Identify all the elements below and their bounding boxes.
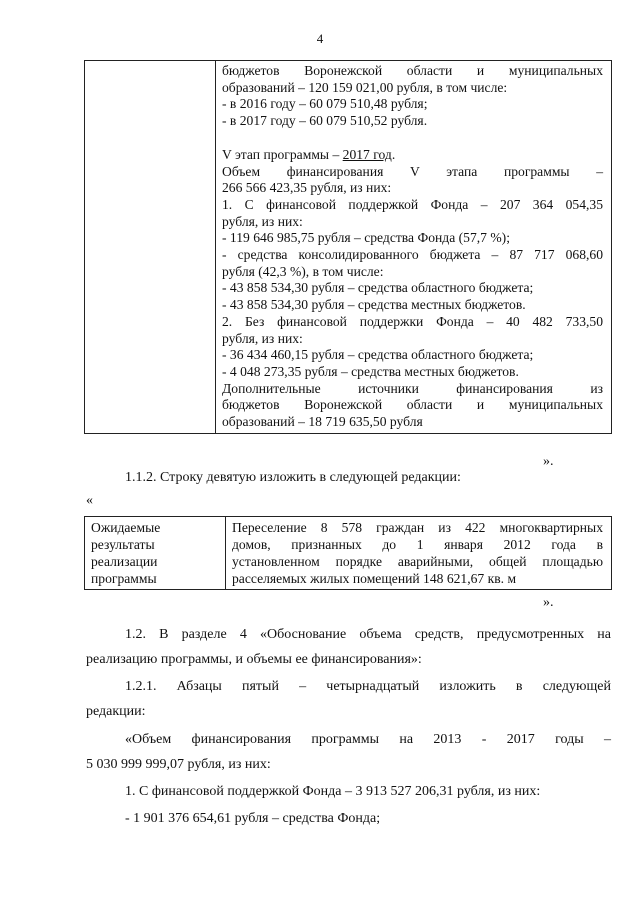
page-number: 4 (316, 31, 324, 46)
closing-quote: ». (543, 595, 554, 610)
continuation-table-left-cell (85, 61, 216, 434)
result-label-line: Ожидаемые (91, 520, 161, 535)
stage-line: - 43 858 534,30 рубля – средства местных бюджетов. (222, 297, 526, 313)
stage-heading (222, 147, 603, 164)
result-value-line: Переселение 8 578 граждан из 422 многоквартирных (232, 520, 603, 535)
stage-line: - 36 434 460,15 рубля – средства областного бюджета; (222, 347, 534, 363)
stage-line: бюджетов Воронежской области и муниципальных (222, 397, 603, 413)
paragraph-1-2-1-line-1: 1.2.1. Абзацы пятый – четырнадцатый изложить в следующей (125, 679, 611, 694)
blank-line (222, 130, 603, 147)
table-line: - в 2016 году – 60 079 510,48 рубля; (222, 96, 428, 112)
stage-line: - 43 858 534,30 рубля – средства областного бюджета; (222, 280, 534, 296)
result-value-line: установленном порядке аварийными, общей площадью (232, 554, 603, 569)
paragraph-1-2-line-1: 1.2. В разделе 4 «Обоснование объема средств, предусмотренных на (125, 627, 611, 642)
result-value-line: домов, признанных до 1 января 2012 года в (232, 537, 603, 552)
result-table-label-cell (85, 517, 226, 590)
stage-heading-year: 2017 год (342, 146, 392, 162)
stage-line: 1. С финансовой поддержкой Фонда – 207 364 054,35 (222, 196, 603, 212)
opening-quote: « (86, 493, 93, 508)
result-label-line: программы (91, 571, 157, 586)
stage-line: - 4 048 273,35 рубля – средства местных бюджетов. (222, 363, 519, 379)
result-label-line: реализации (91, 554, 158, 569)
stage-lines (222, 164, 603, 431)
stage-heading-prefix: V этап программы – (222, 146, 343, 162)
result-label-line: результаты (91, 537, 155, 552)
result-table (84, 516, 612, 590)
stage-line: образований – 18 719 635,50 рубля (222, 414, 423, 430)
result-value-line: расселяемых жилых помещений 148 621,67 кв. м (232, 571, 517, 586)
stage-line: Дополнительные источники финансирования из (222, 380, 603, 396)
stage-line: рубля, из них: (222, 330, 303, 346)
stage-line: - 119 646 985,75 рубля – средства Фонда (57,7 %); (222, 230, 510, 246)
continuation-table (84, 60, 612, 434)
paragraph-fund-means: - 1 901 376 654,61 рубля – средства Фонда; (125, 811, 381, 826)
stage-heading-suffix: . (391, 146, 396, 162)
stage-line: - средства консолидированного бюджета – 87 717 068,60 (222, 247, 603, 263)
stage-line: 266 566 423,35 рубля, из них: (222, 180, 392, 196)
stage-line: 2. Без финансовой поддержки Фонда – 40 482 733,50 (222, 313, 603, 329)
stage-line: рубля, из них: (222, 213, 303, 229)
paragraph-fund-support: 1. С финансовой поддержкой Фонда – 3 913 527 206,31 рубля, из них: (125, 784, 541, 799)
table-line: образований – 120 159 021,00 рубля, в том числе: (222, 79, 508, 95)
result-table-value-cell (226, 517, 612, 590)
closing-quote: ». (543, 454, 554, 469)
table-line: бюджетов Воронежской области и муниципальных (222, 63, 603, 78)
paragraph-1-2-line-2: реализацию программы, и объемы ее финансирования»: (86, 652, 422, 667)
table-line: - в 2017 году – 60 079 510,52 рубля. (222, 113, 428, 129)
stage-line: рубля (42,3 %), в том числе: (222, 263, 384, 279)
paragraph-financing-line-2: 5 030 999 999,07 рубля, из них: (86, 757, 271, 772)
paragraph-1-2-1-line-2: редакции: (86, 704, 146, 719)
paragraph-financing-line-1: «Объем финансирования программы на 2013 - 2017 годы – (125, 732, 611, 747)
paragraph-1-1-2: 1.1.2. Строку девятую изложить в следующей редакции: (125, 470, 461, 485)
stage-line: Объем финансирования V этапа программы – (222, 163, 603, 179)
continuation-table-right-cell (216, 61, 612, 434)
